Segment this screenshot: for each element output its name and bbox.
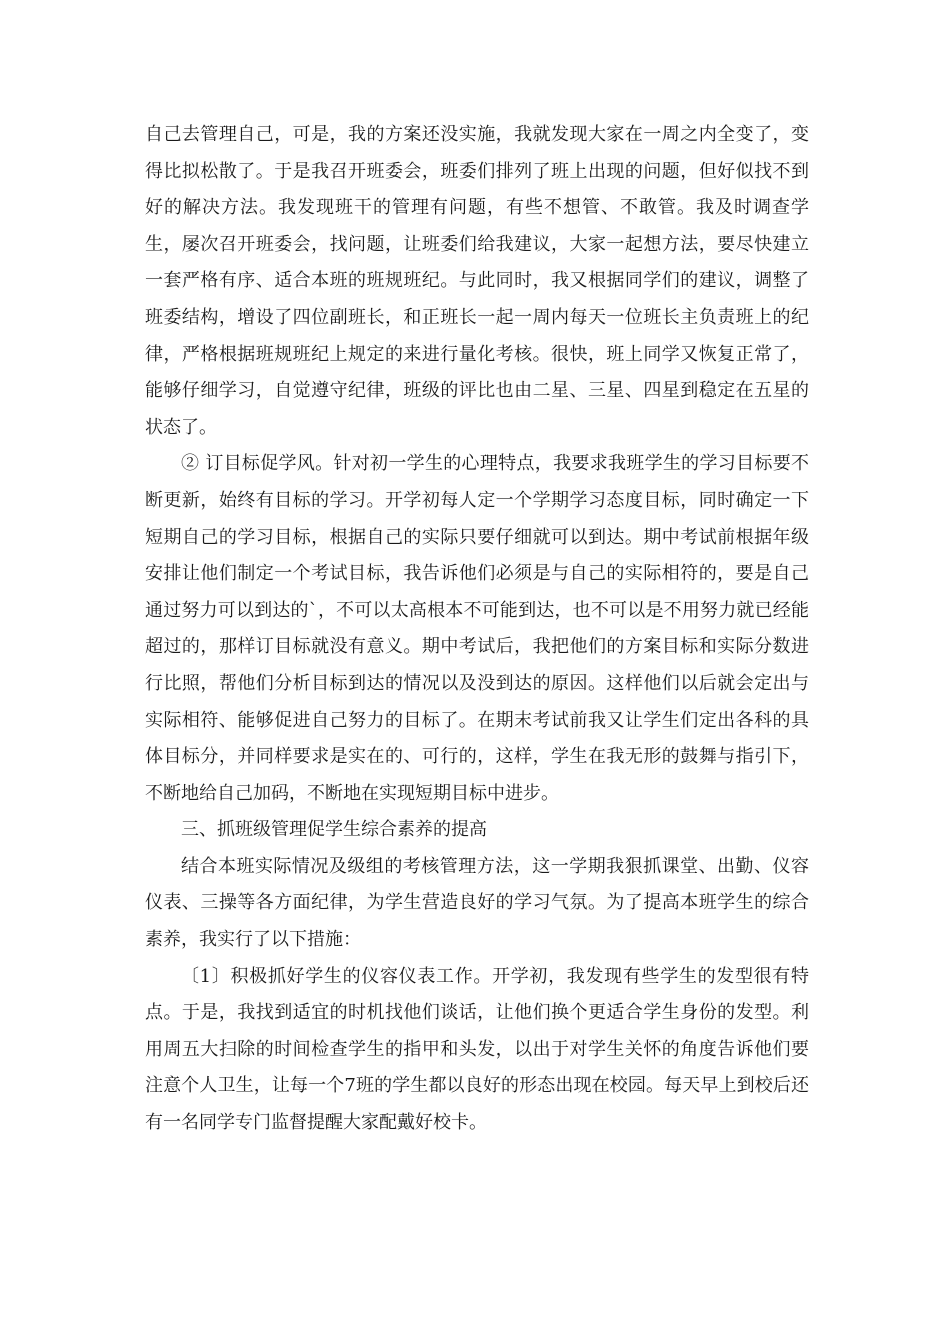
paragraph-goal-setting: ② 订目标促学风。针对初一学生的心理特点，我要求我班学生的学习目标要不断更新，始终有目标的学习。开学初每人定一个学期学习态度目标，同时确定一下短期自己的学习目标，根据自己的实际只要仔细就可以到达。期中考试前根据年级安排让他们制定一个考试目标，我告诉他们必须是与自己的实际相符的，要是自己通过努力可以到达的`，不可以太高根本不可能到达，也不可以是不用努力就已经能超过的，那样订目标就没有意义。期中考试后，我把他们的方案目标和实际分数进行比照，帮他们分析目标到达的情况以及没到达的原因。这样他们以后就会定出与实际相符、能够促进自己努力的目标了。在期末考试前我又让学生们定出各科的具体目标分，并同样要求是实在的、可行的，这样，学生在我无形的鼓舞与指引下，不断地给自己加码，不断地在实现短期目标中进步。 [145, 453, 809, 804]
paragraph-management-overview: 结合本班实际情况及级组的考核管理方法，这一学期我狠抓课堂、出勤、仪容仪表、三操等各方面纪律，为学生营造良好的学习气氛。为了提高本班学生的综合素养，我实行了以下措施： [145, 855, 809, 951]
document-page [145, 117, 809, 1142]
section-heading-class-management: 三、抓班级管理促学生综合素养的提高 [181, 819, 487, 841]
paragraph-appearance: 〔1〕积极抓好学生的仪容仪表工作。开学初，我发现有些学生的发型很有特点。于是，我找到适宜的时机找他们谈话，让他们换个更适合学生身份的发型。利用周五大扫除的时间检查学生的指甲和头发，以出于对学生关怀的角度告诉他们要注意个人卫生，让每一个7班的学生都以良好的形态出现在校园。每天早上到校后还有一名同学专门监督提醒大家配戴好校卡。 [145, 965, 809, 1134]
paragraph-class-rules: 自己去管理自己，可是，我的方案还没实施，我就发现大家在一周之内全变了，变得比拟松散了。于是我召开班委会，班委们排列了班上出现的问题，但好似找不到好的解决方法。我发现班干的管理有问题，有些不想管、不敢管。我及时调查学生，屡次召开班委会，找问题，让班委们给我建议，大家一起想方法，要尽快建立一套严格有序、适合本班的班规班纪。与此同时，我又根据同学们的建议，调整了班委结构，增设了四位副班长，和正班长一起一周内每天一位班长主负责班上的纪律，严格根据班规班纪上规定的来进行量化考核。很快，班上同学又恢复正常了，能够仔细学习，自觉遵守纪律，班级的评比也由二星、三星、四星到稳定在五星的状态了。 [145, 124, 809, 438]
